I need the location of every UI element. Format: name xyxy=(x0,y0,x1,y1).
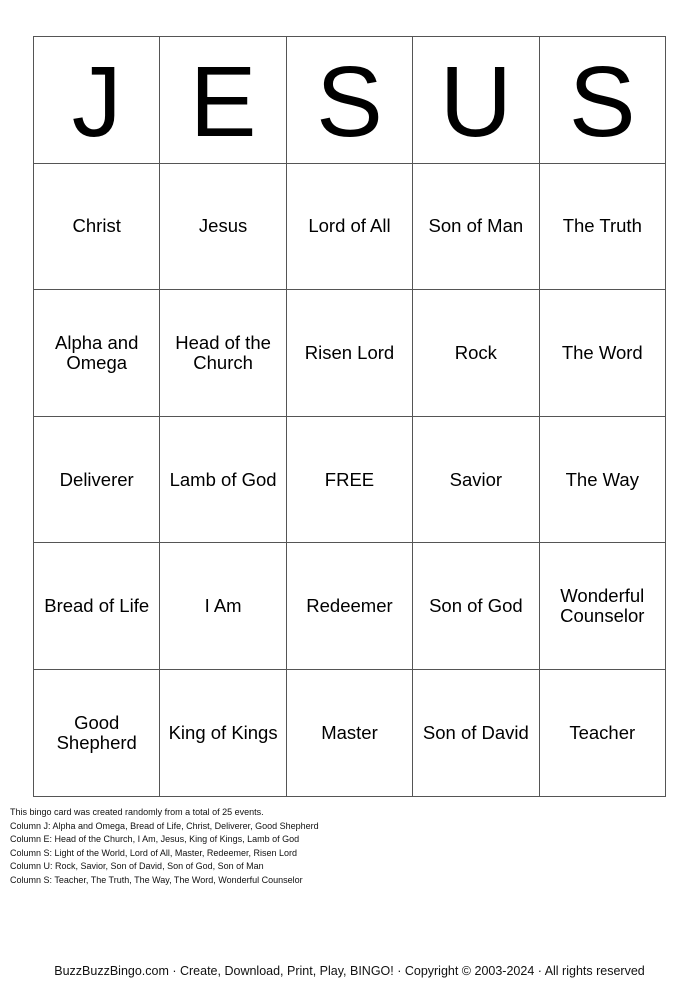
card-row xyxy=(34,290,666,417)
card-row xyxy=(34,416,666,543)
card-notes xyxy=(10,806,319,887)
card-cell: The Way xyxy=(539,416,665,543)
card-cell: Deliverer xyxy=(34,416,160,543)
card-cell: Son of God xyxy=(413,543,539,670)
bingo-card xyxy=(33,36,666,797)
free-space-cell: FREE xyxy=(286,416,412,543)
card-cell: The Truth xyxy=(539,163,665,290)
card-cell: Bread of Life xyxy=(34,543,160,670)
card-cell: Christ xyxy=(34,163,160,290)
card-cell: Savior xyxy=(413,416,539,543)
notes-column-s-2: Column S: Teacher, The Truth, The Way, The Word, Wonderful Counselor xyxy=(10,874,303,885)
card-cell: Master xyxy=(286,669,412,796)
card-cell: Head of the Church xyxy=(160,290,286,417)
card-cell: I Am xyxy=(160,543,286,670)
card-cell: Rock xyxy=(413,290,539,417)
card-cell: Risen Lord xyxy=(286,290,412,417)
footer-copyright: BuzzBuzzBingo.com · Create, Download, Print, Play, BINGO! · Copyright © 2003-2024 · All rights reserved xyxy=(54,964,645,978)
header-letter-j: J xyxy=(34,37,160,164)
notes-column-s: Column S: Light of the World, Lord of All, Master, Redeemer, Risen Lord xyxy=(10,847,297,858)
header-letter-e: E xyxy=(160,37,286,164)
card-cell: Son of David xyxy=(413,669,539,796)
card-row xyxy=(34,163,666,290)
card-row xyxy=(34,669,666,796)
header-letter-s-2: S xyxy=(539,37,665,164)
card-cell: The Word xyxy=(539,290,665,417)
card-row xyxy=(34,543,666,670)
card-cell: Good Shepherd xyxy=(34,669,160,796)
card-cell: Redeemer xyxy=(286,543,412,670)
card-cell: Teacher xyxy=(539,669,665,796)
card-cell: Jesus xyxy=(160,163,286,290)
card-cell: Son of Man xyxy=(413,163,539,290)
card-cell: King of Kings xyxy=(160,669,286,796)
notes-column-j: Column J: Alpha and Omega, Bread of Life, Christ, Deliverer, Good Shepherd xyxy=(10,820,319,831)
notes-column-u: Column U: Rock, Savior, Son of David, Son of God, Son of Man xyxy=(10,861,264,871)
notes-column-e: Column E: Head of the Church, I Am, Jesus, King of Kings, Lamb of God xyxy=(10,834,300,844)
header-letter-u: U xyxy=(413,37,539,164)
card-cell: Wonderful Counselor xyxy=(539,543,665,670)
header-letter-s: S xyxy=(286,37,412,164)
card-cell: Lamb of God xyxy=(160,416,286,543)
card-cell: Alpha and Omega xyxy=(34,290,160,417)
card-cell: Lord of All xyxy=(286,163,412,290)
header-row xyxy=(34,37,666,164)
notes-intro: This bingo card was created randomly from a total of 25 events. xyxy=(10,807,264,817)
